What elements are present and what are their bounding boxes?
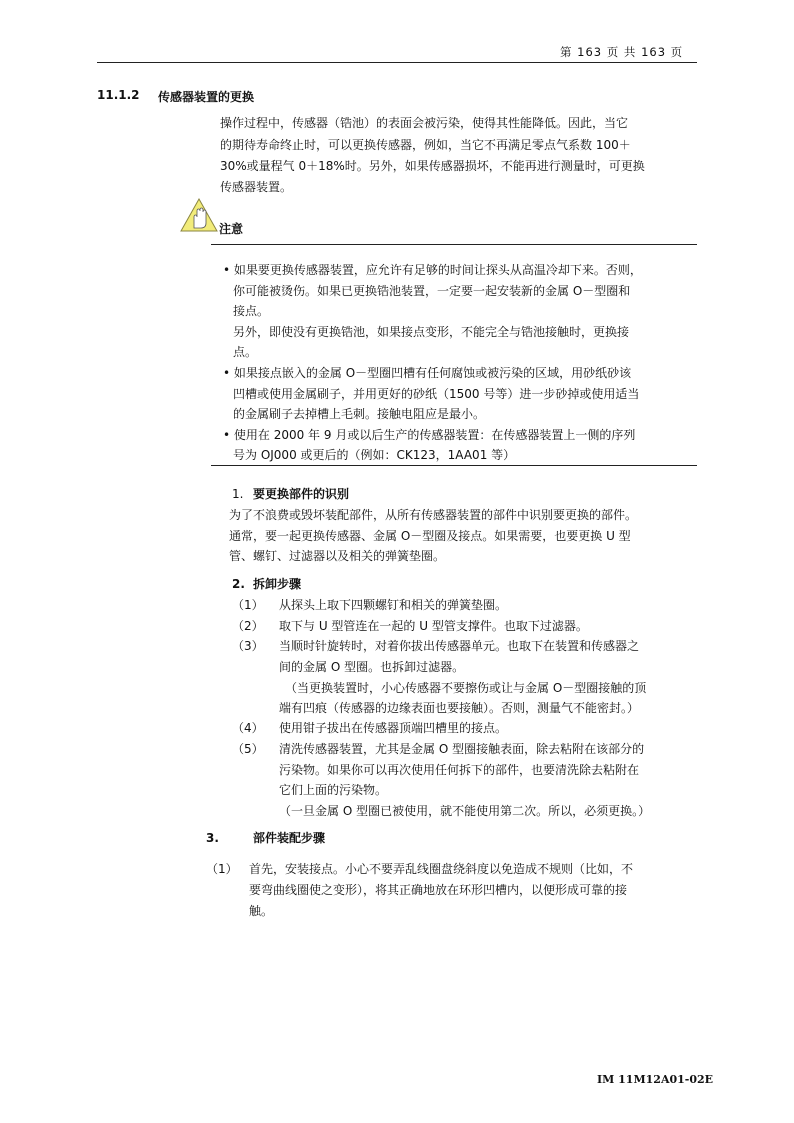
step-text: 触。 [249, 904, 274, 918]
note-bottom-rule [211, 465, 697, 466]
intro-line: 操作过程中，传感器（锆池）的表面会被污染，使得其性能降低。因此，当它 [220, 116, 629, 130]
removal-title: 拆卸步骤 [253, 577, 302, 591]
note-line: • 使用在 2000 年 9 月或以后生产的传感器装置：在传感器装置上一侧的序列 [223, 428, 636, 442]
step-text: 使用钳子拔出在传感器顶端凹槽里的接点。 [279, 721, 508, 735]
note-line: 点。 [233, 345, 258, 359]
step-number: （4） [232, 721, 264, 735]
step-text: 间的金属 O 型圈。也拆卸过滤器。 [279, 660, 465, 674]
part-id-line: 为了不浪费或毁坏装配部件，从所有传感器装置的部件中识别要更换的部件。 [229, 508, 638, 522]
step-number: （1） [206, 862, 238, 876]
header-rule [97, 62, 697, 63]
step-note: （一旦金属 O 型圈已被使用，就不能使用第二次。所以，必须更换。） [279, 804, 651, 818]
note-line: 接点。 [233, 304, 270, 318]
step-text: 要弯曲线圈使之变形），将其正确地放在环形凹槽内，以便形成可靠的接 [249, 883, 628, 897]
step-number: （3） [232, 639, 264, 653]
step-note: 端有凹痕（传感器的边缘表面也要接触）。否则，测量气不能密封。） [279, 701, 640, 715]
note-line: • 如果接点嵌入的金属 O－型圈凹槽有任何腐蚀或被污染的区域，用砂纸砂该 [223, 366, 632, 380]
document-code: IM 11M12A01-02E [597, 1073, 714, 1086]
note-line: • 如果要更换传感器装置，应允许有足够的时间让探头从高温冷却下来。否则， [223, 263, 642, 277]
part-id-number: 1. [232, 487, 244, 501]
intro-line: 的期待寿命终止时，可以更换传感器，例如，当它不再满足零点气系数 100＋ [220, 138, 631, 152]
part-id-line: 通常，要一起更换传感器、金属 O－型圈及接点。如果需要，也要更换 U 型 [229, 529, 631, 543]
note-line: 另外，即使没有更换锆池，如果接点变形，不能完全与锆池接触时，更换接 [233, 325, 630, 339]
note-line: 号为 OJ000 或更后的（例如：CK123，1AA01 等） [233, 448, 516, 462]
step-number: （2） [232, 619, 264, 633]
step-text: 当顺时针旋转时，对着你拔出传感器单元。也取下在装置和传感器之 [279, 639, 640, 653]
note-line: 你可能被烫伤。如果已更换锆池装置，一定要一起安装新的金属 O－型圈和 [233, 284, 631, 298]
step-note: （当更换装置时，小心传感器不要擦伤或让与金属 O－型圈接触的顶 [285, 681, 647, 695]
part-id-title: 要更换部件的识别 [253, 487, 350, 501]
note-line: 凹槽或使用金属刷子，并用更好的砂纸（1500 号等）进一步砂掉或使用适当 [233, 387, 640, 401]
removal-number: 2. [232, 577, 245, 591]
assembly-number: 3. [206, 831, 219, 845]
note-title: 注意 [219, 222, 244, 236]
intro-line: 30%或量程气 0＋18%时。另外，如果传感器损坏，不能再进行测量时，可更换 [220, 159, 645, 173]
page-number: 第 163 页 共 163 页 [560, 45, 684, 59]
step-text: 取下与 U 型管连在一起的 U 型管支撑件。也取下过滤器。 [279, 619, 588, 633]
step-text: 清洗传感器装置，尤其是金属 O 型圈接触表面，除去粘附在该部分的 [279, 742, 645, 756]
intro-line: 传感器装置。 [220, 180, 293, 194]
part-id-line: 管、螺钉、过滤器以及相关的弹簧垫圈。 [229, 549, 446, 563]
step-text: 污染物。如果你可以再次使用任何拆下的部件，也要清洗除去粘附在 [279, 763, 640, 777]
step-text: 首先，安装接点。小心不要弄乱线圈盘绕斜度以免造成不规则（比如，不 [249, 862, 634, 876]
note-top-rule [211, 244, 697, 245]
section-title: 传感器装置的更换 [158, 90, 255, 104]
step-number: （5） [232, 742, 264, 756]
step-number: （1） [232, 598, 264, 612]
caution-hand-icon [180, 198, 218, 232]
step-text: 它们上面的污染物。 [279, 783, 388, 797]
section-number: 11.1.2 [97, 88, 140, 102]
assembly-title: 部件装配步骤 [253, 831, 326, 845]
note-line: 的金属刷子去掉槽上毛刺。接触电阻应是最小。 [233, 407, 486, 421]
step-text: 从探头上取下四颗螺钉和相关的弹簧垫圈。 [279, 598, 508, 612]
